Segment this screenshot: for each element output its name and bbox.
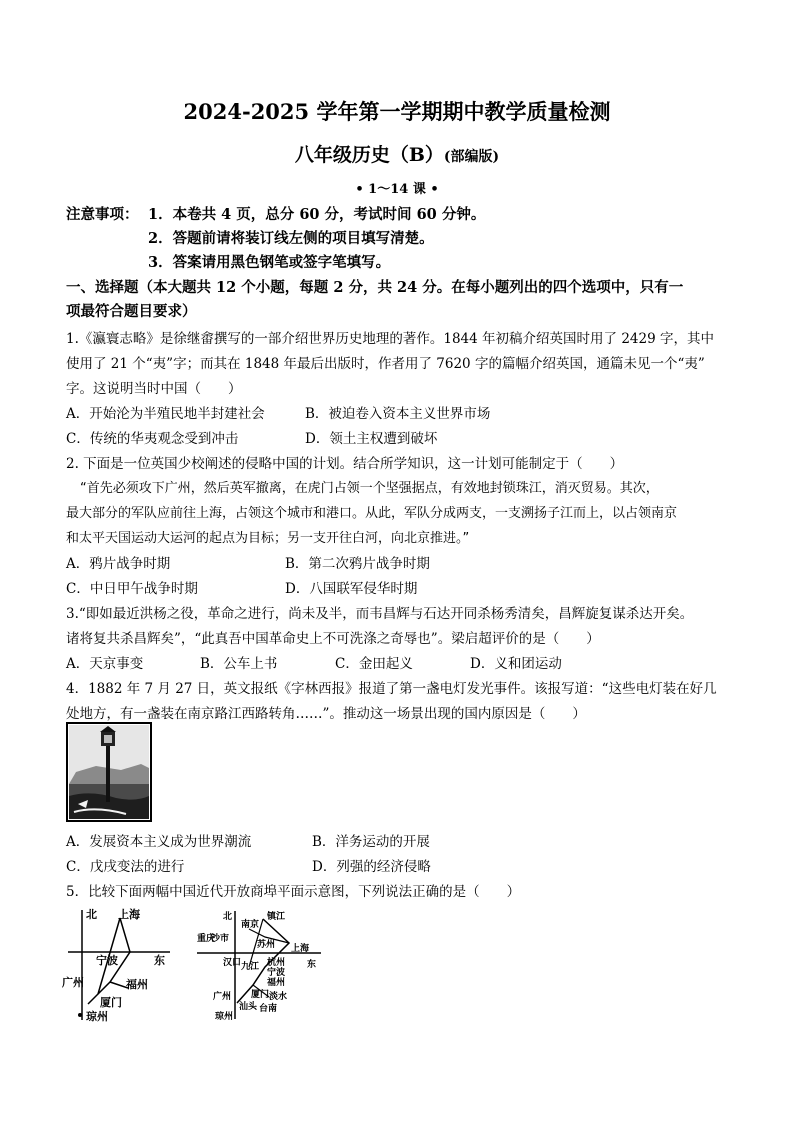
map2-label-tainan: 台南 <box>259 1004 278 1014</box>
q4-option-b: B．洋务运动的开展 <box>312 834 430 850</box>
q2-stem: 2. 下面是一位英国少校阐述的侵略中国的计划。结合所学知识，这一计划可能制定于（ ） <box>66 456 624 472</box>
map1-label-fuzhou: 福州 <box>126 978 148 991</box>
map2-label-danshui: 淡水 <box>269 992 288 1002</box>
q1-line-3: 字。这说明当时中国（ ） <box>66 381 242 397</box>
map2-label-guangzhou: 广州 <box>213 992 232 1002</box>
section1-heading-line2: 项最符合题目要求） <box>66 303 197 320</box>
q3-option-b: B．公车上书 <box>200 656 278 672</box>
map1-label-ningbo: 宁波 <box>96 954 118 967</box>
map2-label-nanjing: 南京 <box>241 920 260 930</box>
treaty-ports-map-1 <box>60 902 180 1027</box>
q4-option-c: C．戊戌变法的进行 <box>66 859 185 875</box>
q1-option-c: C．传统的华夷观念受到冲击 <box>66 431 239 447</box>
section1-heading-line1: 一、选择题（本大题共 12 个小题，每题 2 分，共 24 分。在每小题列出的四个选项中，只有一 <box>66 279 684 296</box>
q3-option-d: D．义和团运动 <box>470 656 562 672</box>
q1-line-1: 1.《瀛寰志略》是徐继畬撰写的一部介绍世界历史地理的著作。1844 年初稿介绍英国时用了 2429 字，其中 <box>66 331 714 347</box>
q1-line-2: 使用了 21 个“夷”字；而其在 1848 年最后出版时，作者用了 7620 字的篇幅介绍英国，通篇未见一个“夷” <box>66 356 705 372</box>
q4-option-d: D．列强的经济侵略 <box>312 859 431 875</box>
map2-label-qiongzhou: 琼州 <box>215 1012 234 1022</box>
q1-option-a: A．开始沦为半殖民地半封建社会 <box>66 406 265 422</box>
map2-label-shanghai: 上海 <box>291 944 310 954</box>
map2-label-jiujiang: 九江 <box>241 962 260 972</box>
map2-label-shantou: 汕头 <box>239 1002 258 1012</box>
map1-label-xiamen: 厦门 <box>100 996 122 1009</box>
map2-label-shashi: 沙市 <box>211 934 230 944</box>
q5-stem: 5．比较下面两幅中国近代开放商埠平面示意图，下列说法正确的是（ ） <box>66 884 521 900</box>
q4-option-a: A．发展资本主义成为世界潮流 <box>66 834 252 850</box>
map2-label-fuzhou: 福州 <box>267 978 286 988</box>
map1-label-shanghai: 上海 <box>118 908 140 921</box>
q3-option-a: A．天京事变 <box>66 656 144 672</box>
exam-title: 2024-2025 学年第一学期期中教学质量检测 <box>183 99 611 124</box>
map2-label-suzhou: 苏州 <box>257 940 276 950</box>
subtitle-note: (部编版) <box>443 149 500 165</box>
map1-label-east: 东 <box>154 954 165 967</box>
notes-item-2: 2．答题前请将装订线左侧的项目填写清楚。 <box>148 230 434 247</box>
map2-label-xiamen: 厦门 <box>251 990 270 1000</box>
q2-option-c: C．中日甲午战争时期 <box>66 581 198 597</box>
notes-label: 注意事项： <box>66 206 139 223</box>
exam-scope: • 1～14 课 • <box>355 182 439 197</box>
q1-option-b: B．被迫卷入资本主义世界市场 <box>305 406 491 422</box>
map2-label-chongqing: 重庆 <box>197 934 216 944</box>
map1-label-guangzhou: 广州 <box>62 976 84 989</box>
q4-line-2: 处地方，有一盏装在南京路江西路转角……”。推动这一场景出现的国内原因是（ ） <box>66 706 586 722</box>
q4-line-1: 4．1882 年 7 月 27 日，英文报纸《字林西报》报道了第一盏电灯发光事件。该报写道：“这些电灯装在好几 <box>66 681 717 697</box>
map2-label-east: 东 <box>307 960 317 970</box>
q2-quote-line-2: 最大部分的军队应前往上海，占领这个城市和港口。从此，军队分成两支，一支溯扬子江而上，以占领南京 <box>66 506 678 521</box>
map2-label-hankou: 汉口 <box>223 958 242 968</box>
map2-label-north: 北 <box>223 912 233 922</box>
treaty-ports-map-2 <box>193 907 328 1027</box>
map1-label-north: 北 <box>86 908 97 921</box>
street-lamp-photo <box>66 722 152 822</box>
notes-item-3: 3．答案请用黑色钢笔或签字笔填写。 <box>148 254 391 271</box>
map2-label-zhenjiang: 镇江 <box>267 912 286 922</box>
notes-item-1: 1．本卷共 4 页，总分 60 分，考试时间 60 分钟。 <box>148 206 486 223</box>
q3-option-c: C．金田起义 <box>335 656 413 672</box>
q2-option-d: D．八国联军侵华时期 <box>285 581 418 597</box>
q2-option-b: B．第二次鸦片战争时期 <box>285 556 430 572</box>
q3-line-2: 诸将复共杀昌辉矣”，“此真吾中国革命史上不可洗涤之奇辱也”。梁启超评价的是（ ） <box>66 631 600 647</box>
exam-subtitle <box>0 140 794 167</box>
map2-label-hangzhou: 杭州 <box>267 958 286 968</box>
q3-line-1: 3.“即如最近洪杨之役，革命之进行，尚未及半，而韦昌辉与石达开同杀杨秀清矣，昌辉旋复谋杀达开矣。 <box>66 606 694 622</box>
q2-quote-line-3: 和太平天国运动大运河的起点为目标；另一支开往白河，向北京推进。” <box>66 531 470 546</box>
subtitle-main: 八年级历史（B） <box>294 144 444 166</box>
map1-label-qiongzhou: 琼州 <box>86 1010 108 1023</box>
q1-option-d: D．领土主权遭到破坏 <box>305 431 438 447</box>
q2-option-a: A．鸦片战争时期 <box>66 556 171 572</box>
q2-quote-line-1: “首先必须攻下广州，然后英军撤离，在虎门占领一个坚强据点，有效地封锁珠江，消灭贸易。其次， <box>80 481 659 496</box>
map2-label-ningbo: 宁波 <box>267 968 286 978</box>
